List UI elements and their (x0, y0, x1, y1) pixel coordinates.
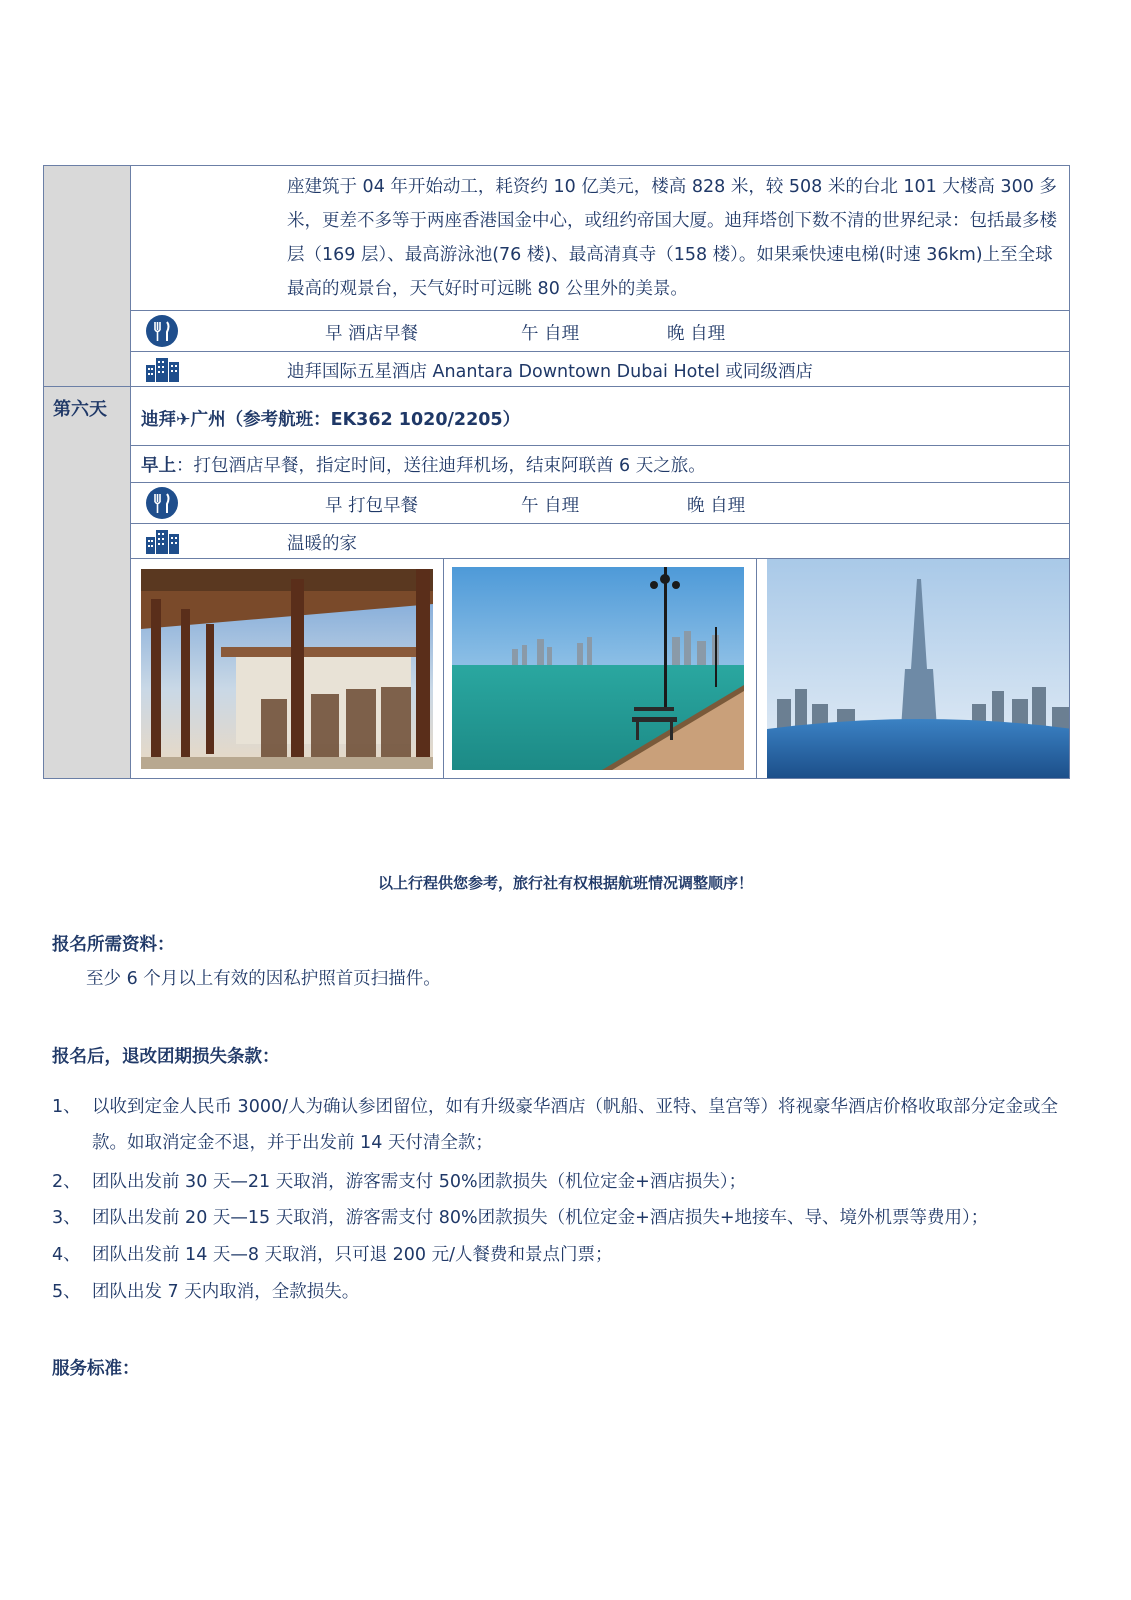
materials-heading: 报名所需资料： (52, 935, 175, 955)
hotel-row-day6 (131, 524, 1070, 559)
item-text: 以收到定金人民币 3000/人为确认参团留位，如有升级豪华酒店（帆船、亚特、皇宫等）将视豪华酒店价格收取部分定金或全款。如取消定金不退，并于出发前 14 天付清全款； (92, 1097, 1058, 1153)
item-text: 团队出发 7 天内取消，全款损失。 (92, 1282, 360, 1302)
hotel-name: 温暖的家 (287, 534, 357, 554)
item-number: 3、 (52, 1208, 81, 1228)
day-column-prev (44, 166, 131, 387)
route-row (131, 387, 1070, 446)
dinner-label: 晚 自理 (667, 324, 726, 344)
hotel-name: 迪拜国际五星酒店 Anantara Downtown Dubai Hotel 或同级酒店 (287, 362, 813, 382)
itinerary-table (43, 165, 1070, 779)
meals-row-day6 (131, 483, 1070, 524)
hotel-buildings-icon (145, 355, 181, 388)
item-number: 2、 (52, 1172, 81, 1192)
hotel-row (131, 352, 1070, 387)
item-text: 团队出发前 20 天—15 天取消，游客需支付 80%团款损失（机位定金+酒店损失+地接车、导、境外机票等费用）； (92, 1208, 989, 1228)
heritage-house-photo (141, 569, 433, 769)
photo-cell-heritage (131, 559, 444, 778)
morning-row (131, 446, 1070, 483)
hotel-buildings-icon (145, 527, 181, 560)
item-number: 1、 (52, 1097, 81, 1117)
attraction-description: 座建筑于 04 年开始动工，耗资约 10 亿美元，楼高 828 米，较 508 米的台北 101 大楼高 300 多米，更差不多等于两座香港国金中心，或纽约帝国大厦。迪拜塔创下数不清的世界纪录：包括最多楼层（169 层）、最高游泳池(76 楼)、最高清真寺（158 楼）。如果乘快速电梯(时速 36km)上至全球最高的观景台，天气好时可远眺 80 公里外的美景。 (287, 177, 1057, 299)
utensils-icon (145, 486, 179, 525)
materials-text: 至少 6 个月以上有效的因私护照首页扫描件。 (86, 969, 441, 989)
lunch-label: 午 自理 (521, 324, 580, 344)
item-number: 4、 (52, 1245, 81, 1265)
photo-cell-corniche (444, 559, 757, 778)
item-text: 团队出发前 30 天—21 天取消，游客需支付 50%团款损失（机位定金+酒店损失）； (92, 1172, 747, 1192)
utensils-icon (145, 314, 179, 353)
lunch-label: 午 自理 (521, 496, 580, 516)
burj-khalifa-photo (767, 559, 1069, 778)
item-text: 团队出发前 14 天—8 天取消，只可退 200 元/人餐费和景点门票； (92, 1245, 613, 1265)
photo-cell-burj (757, 559, 1069, 778)
breakfast-label: 早 打包早餐 (325, 496, 419, 516)
photos-row (131, 559, 1070, 779)
day-label: 第六天 (53, 399, 107, 420)
morning-text: ：打包酒店早餐，指定时间，送往迪拜机场，结束阿联酋 6 天之旅。 (176, 456, 706, 476)
morning-label: 早上 (141, 456, 176, 476)
meals-row (131, 311, 1070, 352)
description-cell (131, 166, 1070, 311)
item-number: 5、 (52, 1282, 81, 1302)
morning-schedule (141, 452, 706, 477)
corniche-waterfront-photo (452, 567, 744, 770)
service-heading: 服务标准： (52, 1359, 140, 1379)
flight-route: 迪拜✈广州（参考航班：EK362 1020/2205） (141, 410, 521, 430)
day-column-6 (44, 387, 131, 779)
breakfast-label: 早 酒店早餐 (325, 324, 419, 344)
cancellation-heading: 报名后，退改团期损失条款： (52, 1047, 280, 1067)
itinerary-note: 以上行程供您参考，旅行社有权根据航班情况调整顺序！ (377, 874, 753, 892)
dinner-label: 晚 自理 (687, 496, 746, 516)
